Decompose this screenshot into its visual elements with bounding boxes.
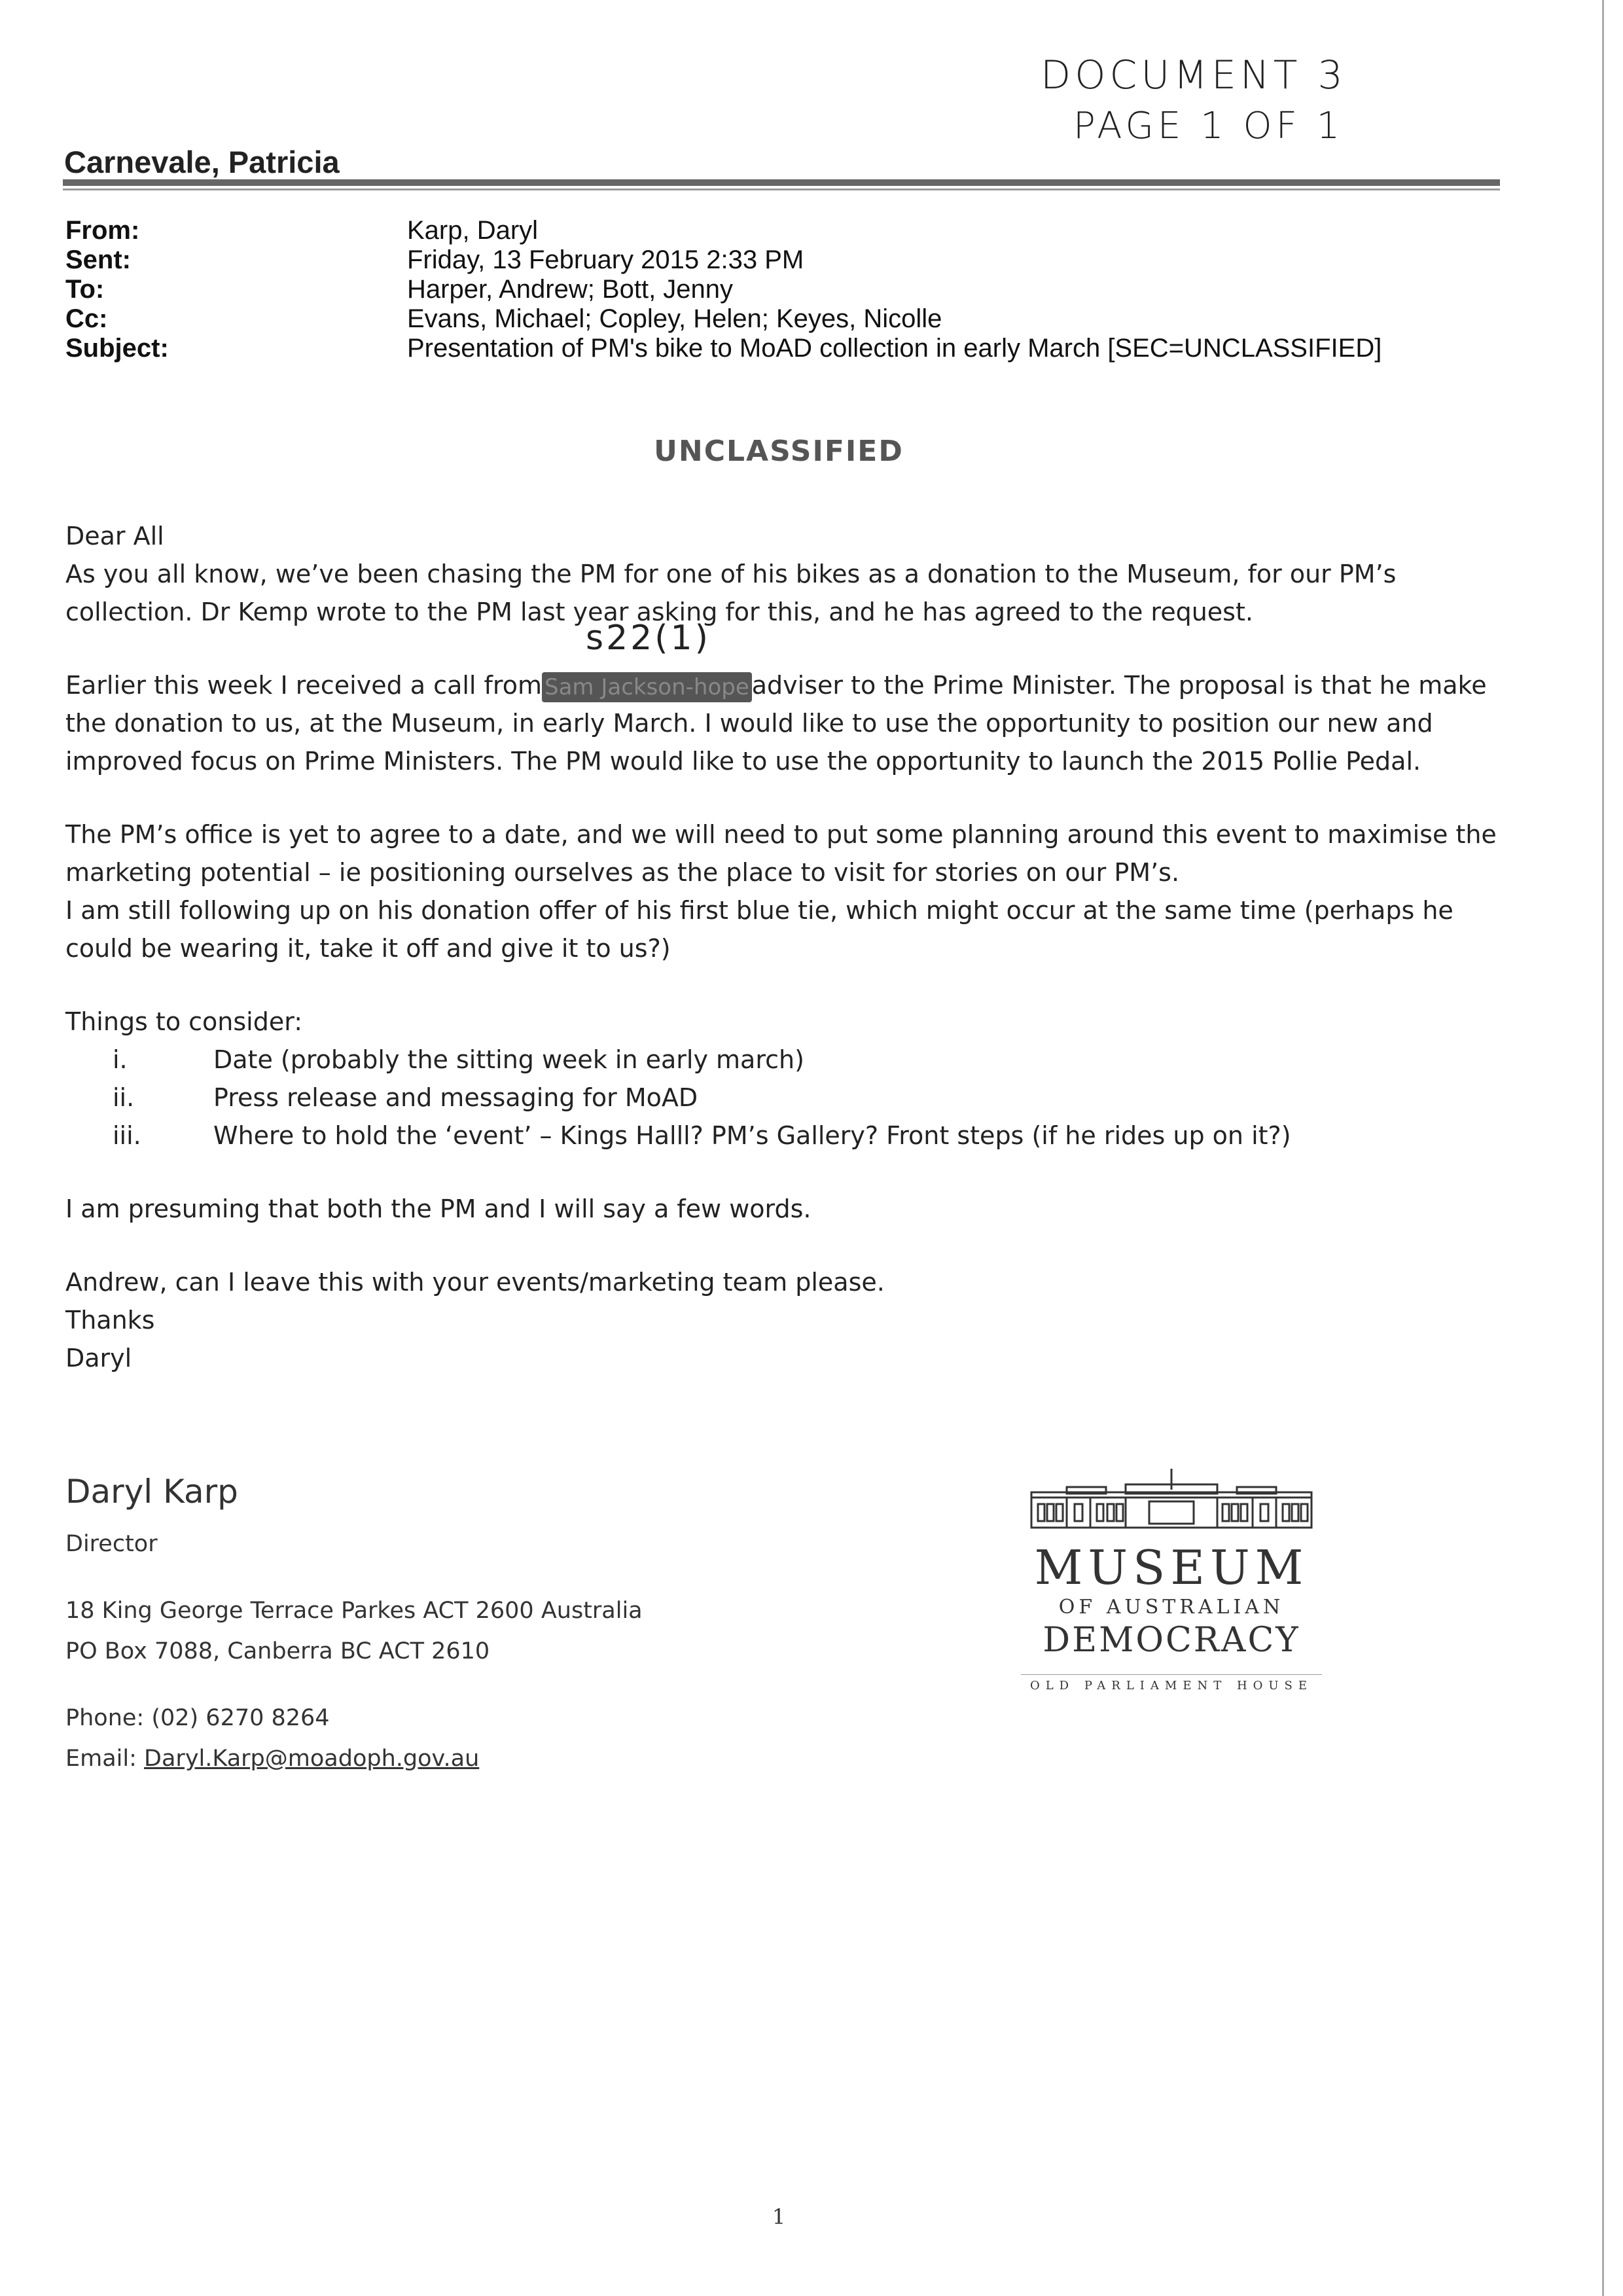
signature-email-line	[65, 1738, 643, 1779]
list-number: iii.	[113, 1121, 141, 1150]
email-signature	[65, 1473, 643, 1779]
closing-line: Daryl	[65, 1344, 132, 1372]
classification-banner: UNCLASSIFIED	[654, 435, 904, 468]
body-line: collection. Dr Kemp wrote to the PM last year asking for this, and he has agreed to the request.	[65, 598, 1253, 626]
header-value: Presentation of PM's bike to MoAD collection in early March [SEC=UNCLASSIFIED]	[407, 334, 1382, 363]
signature-address: 18 King George Terrace Parkes ACT 2600 Australia	[65, 1598, 643, 1624]
body-line: I am presuming that both the PM and I will say a few words.	[65, 1194, 812, 1223]
signature-title: Director	[65, 1531, 158, 1557]
list-intro: Things to consider:	[65, 1007, 303, 1036]
header-divider-thin	[63, 188, 1500, 190]
list-item	[65, 1041, 1505, 1079]
logo-line-democracy: DEMOCRACY	[1043, 1621, 1300, 1660]
body-text: adviser to the Prime Minister. The proposal is that he make	[751, 671, 1487, 700]
email-body	[65, 517, 1505, 1377]
handwritten-page-count: PAGE 1 OF 1	[1073, 105, 1344, 147]
body-line: As you all know, we’ve been chasing the PM for one of his bikes as a donation to the Museum, for our PM’s	[65, 560, 1397, 588]
redacted-name: Sam Jackson-hope	[542, 672, 752, 702]
body-line: The PM’s office is yet to agree to a date, and we will need to put some planning around this event to maximise the	[65, 820, 1497, 849]
museum-logo	[1021, 1466, 1322, 1693]
logo-line-old-parliament-house: OLD PARLIAMENT HOUSE	[1021, 1674, 1322, 1693]
header-value: Harper, Andrew; Bott, Jenny	[407, 275, 734, 304]
body-line: marketing potential – ie positioning ourselves as the place to visit for stories on our PM’s.	[65, 858, 1180, 887]
signature-po-box: PO Box 7088, Canberra BC ACT 2610	[65, 1638, 490, 1664]
closing-line: Thanks	[65, 1306, 155, 1335]
list-text: Date (probably the sitting week in early march)	[213, 1045, 804, 1074]
handwritten-exemption-note: s22(1)	[586, 619, 711, 658]
list-item	[65, 1117, 1505, 1155]
body-line: could be wearing it, take it off and give it to us?)	[65, 934, 671, 963]
logo-line-museum: MUSEUM	[1034, 1540, 1309, 1595]
signature-email-link[interactable]: Daryl.Karp@moadoph.gov.au	[144, 1746, 480, 1772]
signature-name: Daryl Karp	[65, 1473, 238, 1511]
signature-email-label: Email:	[65, 1746, 145, 1772]
header-label: From:	[65, 216, 140, 245]
mailbox-owner: Carnevale, Patricia	[64, 145, 340, 179]
body-line: I am still following up on his donation offer of his first blue tie, which might occur at the same time (perhaps he	[65, 896, 1454, 925]
body-text: Earlier this week I received a call from	[65, 671, 542, 700]
handwritten-document-number: DOCUMENT 3	[1041, 52, 1347, 98]
body-line: improved focus on Prime Ministers. The PM would like to use the opportunity to launch the 2015 Pollie Pedal.	[65, 747, 1421, 776]
header-label: Cc:	[65, 304, 108, 333]
list-text: Press release and messaging for MoAD	[213, 1083, 698, 1112]
header-label: Subject:	[65, 334, 169, 363]
body-line: the donation to us, at the Museum, in early March. I would like to use the opportunity to position our new and	[65, 709, 1433, 738]
header-label: Sent:	[65, 245, 131, 274]
closing-line: Andrew, can I leave this with your events/marketing team please.	[65, 1268, 885, 1297]
body-line-with-redaction	[65, 666, 1505, 704]
list-text: Where to hold the ‘event’ – Kings Halll? PM’s Gallery? Front steps (if he rides up on it?)	[213, 1121, 1291, 1150]
signature-phone: Phone: (02) 6270 8264	[65, 1705, 330, 1731]
header-value: Karp, Daryl	[407, 216, 539, 245]
header-divider	[63, 179, 1500, 186]
header-value: Friday, 13 February 2015 2:33 PM	[407, 245, 804, 274]
logo-line-of-australian: OF AUSTRALIAN	[1058, 1596, 1285, 1619]
header-label: To:	[65, 275, 105, 304]
header-value: Evans, Michael; Copley, Helen; Keyes, Nicolle	[407, 304, 942, 333]
scan-edge-line	[1602, 0, 1604, 2296]
list-number: i.	[113, 1045, 128, 1074]
list-item	[65, 1079, 1505, 1117]
parliament-house-icon	[1027, 1466, 1315, 1532]
greeting: Dear All	[65, 522, 164, 550]
list-number: ii.	[113, 1083, 135, 1112]
page-number: 1	[772, 2204, 786, 2229]
